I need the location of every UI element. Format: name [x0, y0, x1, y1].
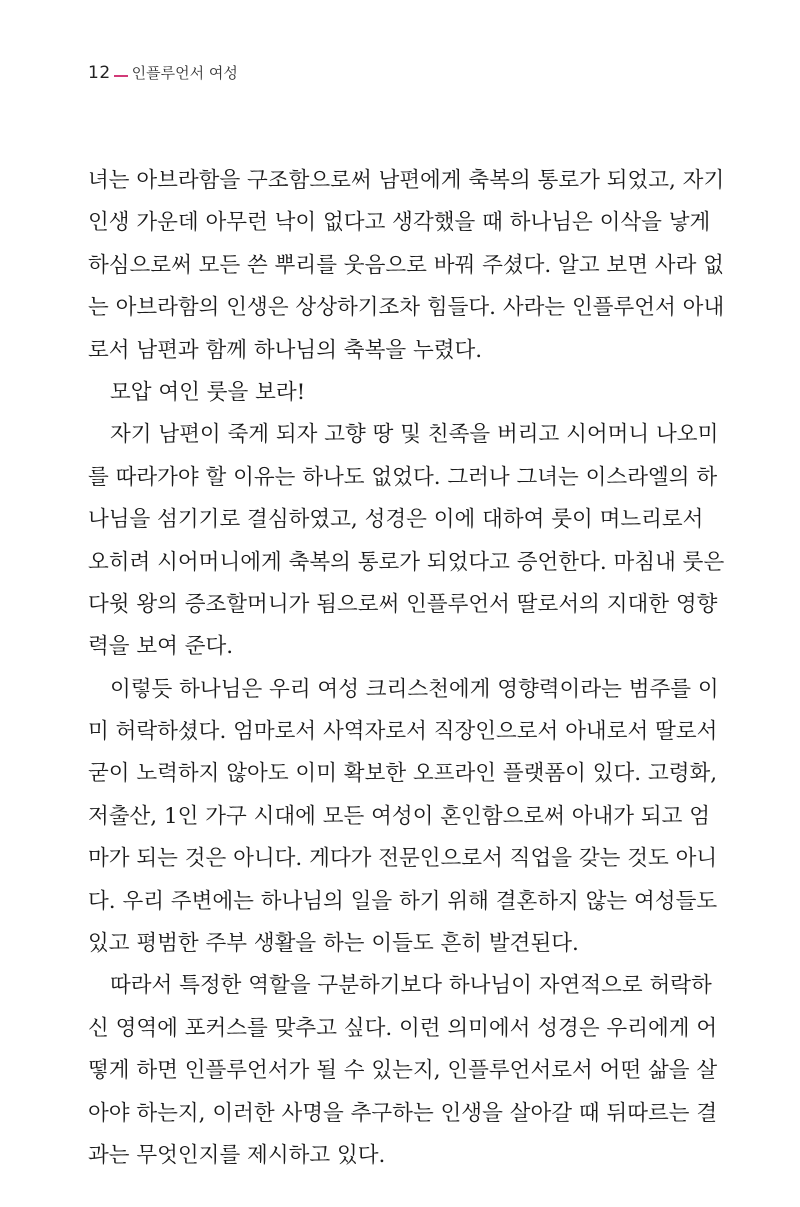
- body-text: [88, 160, 725, 1177]
- text-line: 저출산, 1인 가구 시대에 모든 여성이 혼인함으로써 아내가 되고 엄: [88, 803, 711, 829]
- text-line: 하심으로써 모든 쓴 뿌리를 웃음으로 바꿔 주셨다. 알고 보면 사라 없: [88, 252, 724, 278]
- text-line: 는 아브라함의 인생은 상상하기조차 힘들다. 사라는 인플루언서 아내: [88, 295, 725, 321]
- text-line: 다윗 왕의 증조할머니가 됨으로써 인플루언서 딸로서의 지대한 영향: [88, 591, 718, 617]
- text-line: 력을 보여 준다.: [88, 634, 234, 660]
- paragraph-first-line: 따라서 특정한 역할을 구분하기보다 하나님이 자연적으로 허락하: [110, 973, 712, 999]
- paragraph-first-line: 자기 남편이 죽게 되자 고향 땅 및 친족을 버리고 시어머니 나오미: [110, 422, 719, 448]
- text-line: 로서 남편과 함께 하나님의 축복을 누렸다.: [88, 337, 483, 363]
- text-line: 인생 가운데 아무런 낙이 없다고 생각했을 때 하나님은 이삭을 낳게: [88, 210, 711, 236]
- page-number: 12: [88, 63, 111, 83]
- text-line: 나님을 섬기기로 결심하였고, 성경은 이에 대하여 룻이 며느리로서: [88, 507, 704, 533]
- text-line: 미 허락하셨다. 엄마로서 사역자로서 직장인으로서 아내로서 딸로서: [88, 719, 718, 745]
- text-line: 있고 평범한 주부 생활을 하는 이들도 흔히 발견된다.: [88, 931, 579, 957]
- text-line: 아야 하는지, 이러한 사명을 추구하는 인생을 살아갈 때 뒤따르는 결: [88, 1100, 718, 1126]
- running-head: [88, 62, 238, 88]
- paragraph-first-line: 모압 여인 룻을 보라!: [110, 379, 306, 405]
- text-line: 신 영역에 포커스를 맞추고 싶다. 이런 의미에서 성경은 우리에게 어: [88, 1015, 718, 1041]
- text-line: 녀는 아브라함을 구조함으로써 남편에게 축복의 통로가 되었고, 자기: [88, 168, 725, 193]
- paragraph-first-line: 이렇듯 하나님은 우리 여성 크리스천에게 영향력이라는 범주를 이: [110, 676, 719, 702]
- text-line: 오히려 시어머니에게 축복의 통로가 되었다고 증언한다. 마침내 룻은: [88, 549, 725, 575]
- text-line: 를 따라가야 할 이유는 하나도 없었다. 그러나 그녀는 이스라엘의 하: [88, 464, 718, 490]
- text-line: 마가 되는 것은 아니다. 게다가 전문인으로서 직업을 갖는 것도 아니: [88, 846, 718, 872]
- running-head-rule: [114, 75, 128, 77]
- book-title: 인플루언서 여성: [131, 64, 238, 82]
- text-line: 다. 우리 주변에는 하나님의 일을 하기 위해 결혼하지 않는 여성들도: [88, 888, 718, 914]
- text-line: 굳이 노력하지 않아도 이미 확보한 오프라인 플랫폼이 있다. 고령화,: [88, 761, 718, 787]
- text-line: 떻게 하면 인플루언서가 될 수 있는지, 인플루언서로서 어떤 삶을 살: [88, 1058, 718, 1084]
- text-line: 과는 무엇인지를 제시하고 있다.: [88, 1142, 386, 1168]
